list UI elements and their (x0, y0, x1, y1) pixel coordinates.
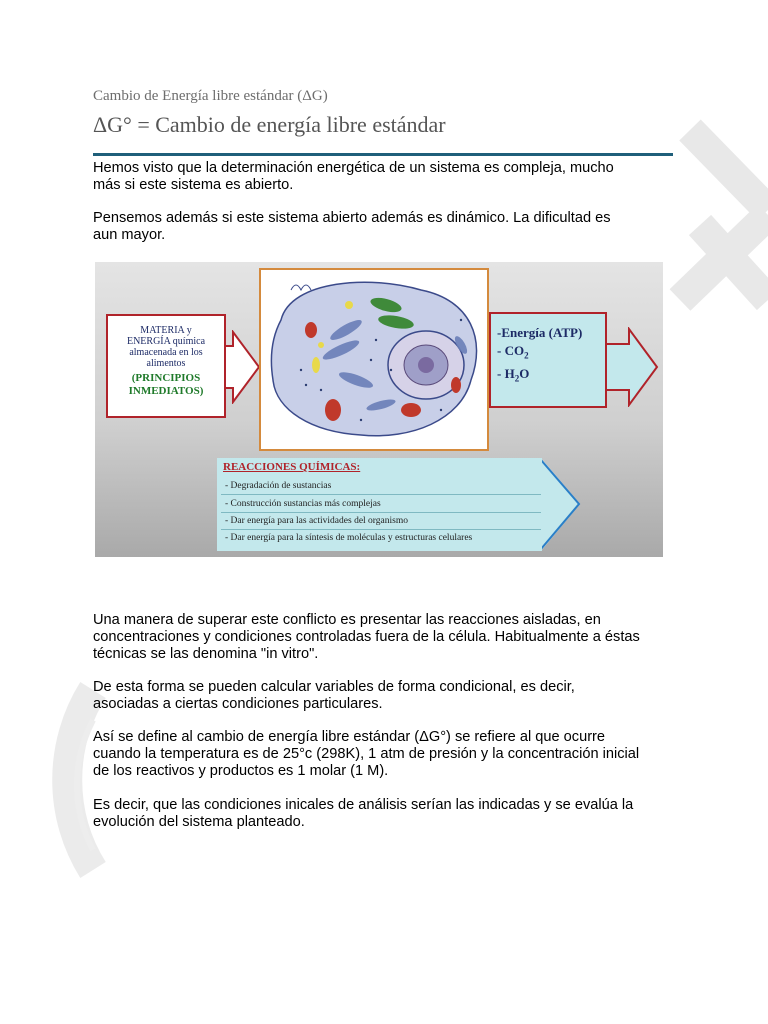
reaction-item: - Degradación de sustancias (225, 481, 332, 491)
reaction-divider (221, 529, 541, 530)
cell-illustration-frame (259, 268, 489, 451)
input-label-line: almacenada en los (129, 347, 203, 358)
input-label-line: (PRINCIPIOS (131, 372, 201, 384)
chemical-reactions-box (217, 458, 542, 551)
output-energy-box (489, 312, 607, 408)
input-label-line: alimentos (146, 358, 186, 369)
input-label-line: ENERGÍA química (126, 336, 206, 347)
output-label-co2 (497, 342, 605, 365)
paragraph-line: de los reactivos y productos es 1 molar (1 M). (93, 763, 389, 779)
output-arrow-icon (605, 327, 659, 407)
reaction-divider (221, 494, 541, 495)
paragraph-line: De esta forma se pueden calcular variables de forma condicional, es decir, (93, 679, 575, 695)
paragraph-line: cuando la temperatura es de 25°c (298K), 1 atm de presión y la concentración inicial (93, 746, 640, 762)
title-divider (93, 153, 673, 156)
input-matter-box (106, 314, 226, 418)
output-label-text: - CO (497, 343, 525, 358)
paragraph-1 (93, 160, 683, 194)
paragraph-line: Una manera de superar este conflicto es presentar las reacciones aisladas, en (93, 612, 601, 628)
paragraph-line: Hemos visto que la determinación energética de un sistema es compleja, mucho (93, 160, 614, 176)
reactions-arrow-tip-icon (535, 458, 585, 551)
section-subtitle: Cambio de Energía libre estándar (ΔG) (93, 88, 328, 104)
output-label-h2o (497, 365, 605, 388)
input-label-line: MATERIA y (140, 325, 192, 336)
paragraph-line: Es decir, que las condiciones inicales de análisis serían las indicadas y se evalúa la (93, 797, 634, 813)
output-label-text: - H (497, 365, 515, 381)
paragraph-2 (93, 210, 683, 244)
cell-energy-diagram (95, 262, 663, 557)
cell-illustration (261, 270, 487, 449)
reaction-divider (221, 512, 541, 513)
paragraph-5 (93, 729, 683, 780)
reaction-item: - Dar energía para las actividades del organismo (225, 516, 408, 526)
input-label-line: INMEDIATOS) (128, 385, 204, 397)
page-title: ΔG° = Cambio de energía libre estándar (93, 112, 446, 137)
paragraph-3 (93, 612, 683, 663)
paragraph-6 (93, 797, 683, 831)
paragraph-line: evolución del sistema planteado. (93, 814, 305, 830)
reaction-item: - Construcción sustancias más complejas (225, 499, 381, 509)
paragraph-line: Así se define al cambio de energía libre estándar (ΔG°) se refiere al que ocurre (93, 729, 606, 745)
output-label-atp: -Energía (ATP) (497, 325, 583, 340)
reactions-title: REACCIONES QUÍMICAS: (223, 461, 361, 473)
output-label-subscript: 2 (524, 350, 529, 361)
paragraph-line: concentraciones y condiciones controladas fuera de la célula. Habitualmente a éstas (93, 629, 640, 645)
output-label-text: O (519, 365, 530, 381)
paragraph-4 (93, 679, 683, 713)
paragraph-line: Pensemos además si este sistema abierto además es dinámico. La dificultad es (93, 210, 611, 226)
paragraph-line: aun mayor. (93, 227, 166, 243)
paragraph-line: técnicas se las denomina "in vitro". (93, 646, 319, 662)
output-label-subscript: 2 (514, 373, 520, 384)
reaction-item: - Dar energía para la síntesis de moléculas y estructuras celulares (225, 533, 473, 543)
paragraph-line: asociadas a ciertas condiciones particulares. (93, 696, 383, 712)
paragraph-line: más si este sistema es abierto. (93, 177, 294, 193)
input-arrow-icon (223, 330, 263, 404)
